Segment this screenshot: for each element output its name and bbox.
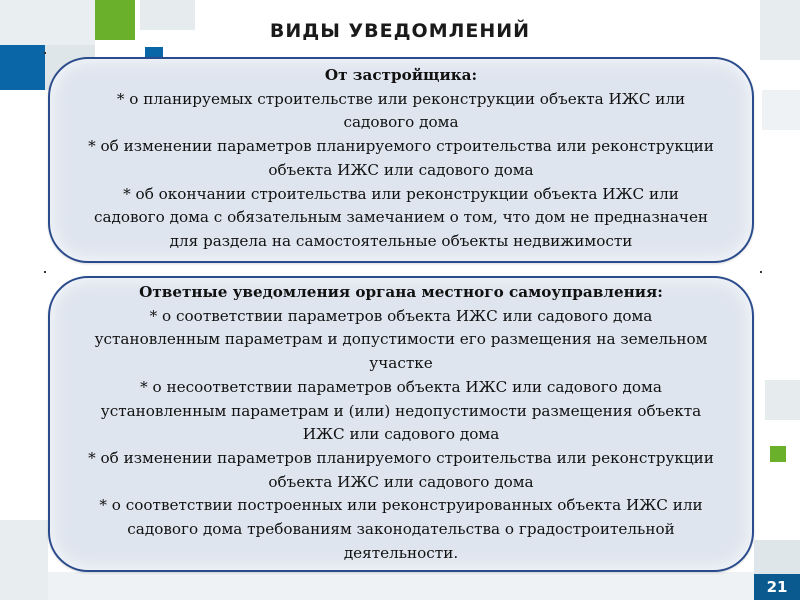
developer-box-line: для раздела на самостоятельные объекты недвижимости: [169, 231, 633, 250]
authority-box-line: установленным параметрам и (или) недопустимости размещения объекта: [100, 401, 702, 420]
authority-box-line: объекта ИЖС или садового дома: [268, 472, 534, 491]
authority-box-line: участке: [369, 354, 433, 373]
decor-tile: [762, 90, 800, 130]
decor-tile: [770, 446, 786, 462]
authority-notifications-box: [48, 276, 754, 572]
authority-box-line: * о несоответствии параметров объекта ИЖС или садового дома: [140, 377, 662, 396]
developer-box-line: * об окончании строительства или реконструкции объекта ИЖС или: [123, 184, 679, 203]
developer-box-line: садового дома: [343, 113, 459, 132]
authority-box-line: * об изменении параметров планируемого строительства или реконструкции: [88, 448, 714, 467]
authority-box-line: установленным параметрам и допустимости его размещения на земельном: [94, 330, 708, 349]
developer-box-line: садового дома с обязательным замечанием о том, что дом не предназначен: [93, 208, 709, 227]
authority-box-line: садового дома требованиям законодательства о градостроительной: [127, 520, 675, 539]
bullet-dot: [44, 52, 46, 54]
authority-box-line: ИЖС или садового дома: [302, 425, 500, 444]
developer-box-line: * о планируемых строительстве или реконструкции объекта ИЖС или: [116, 89, 686, 108]
authority-box-line: деятельности.: [343, 543, 459, 562]
developer-box-heading: От застройщика:: [324, 66, 478, 84]
bullet-dot: [44, 271, 46, 273]
decor-tile: [765, 380, 800, 420]
decor-tile: [0, 520, 48, 600]
bullet-dot: [760, 271, 762, 273]
developer-box-line: объекта ИЖС или садового дома: [268, 160, 534, 179]
page-number: 21: [754, 574, 800, 600]
authority-box-heading: Ответные уведомления органа местного самоуправления:: [139, 283, 663, 301]
authority-box-line: * о соответствии построенных или реконструированных объекта ИЖС или: [99, 496, 703, 515]
developer-notifications-box: [48, 57, 754, 263]
decor-tile: [754, 540, 800, 574]
decor-tile: [48, 572, 760, 600]
authority-box-line: * о соответствии параметров объекта ИЖС или садового дома: [149, 306, 653, 325]
page-title: ВИДЫ УВЕДОМЛЕНИЙ: [269, 20, 531, 42]
decor-tile: [0, 45, 45, 90]
developer-box-line: * об изменении параметров планируемого строительства или реконструкции: [88, 137, 714, 156]
